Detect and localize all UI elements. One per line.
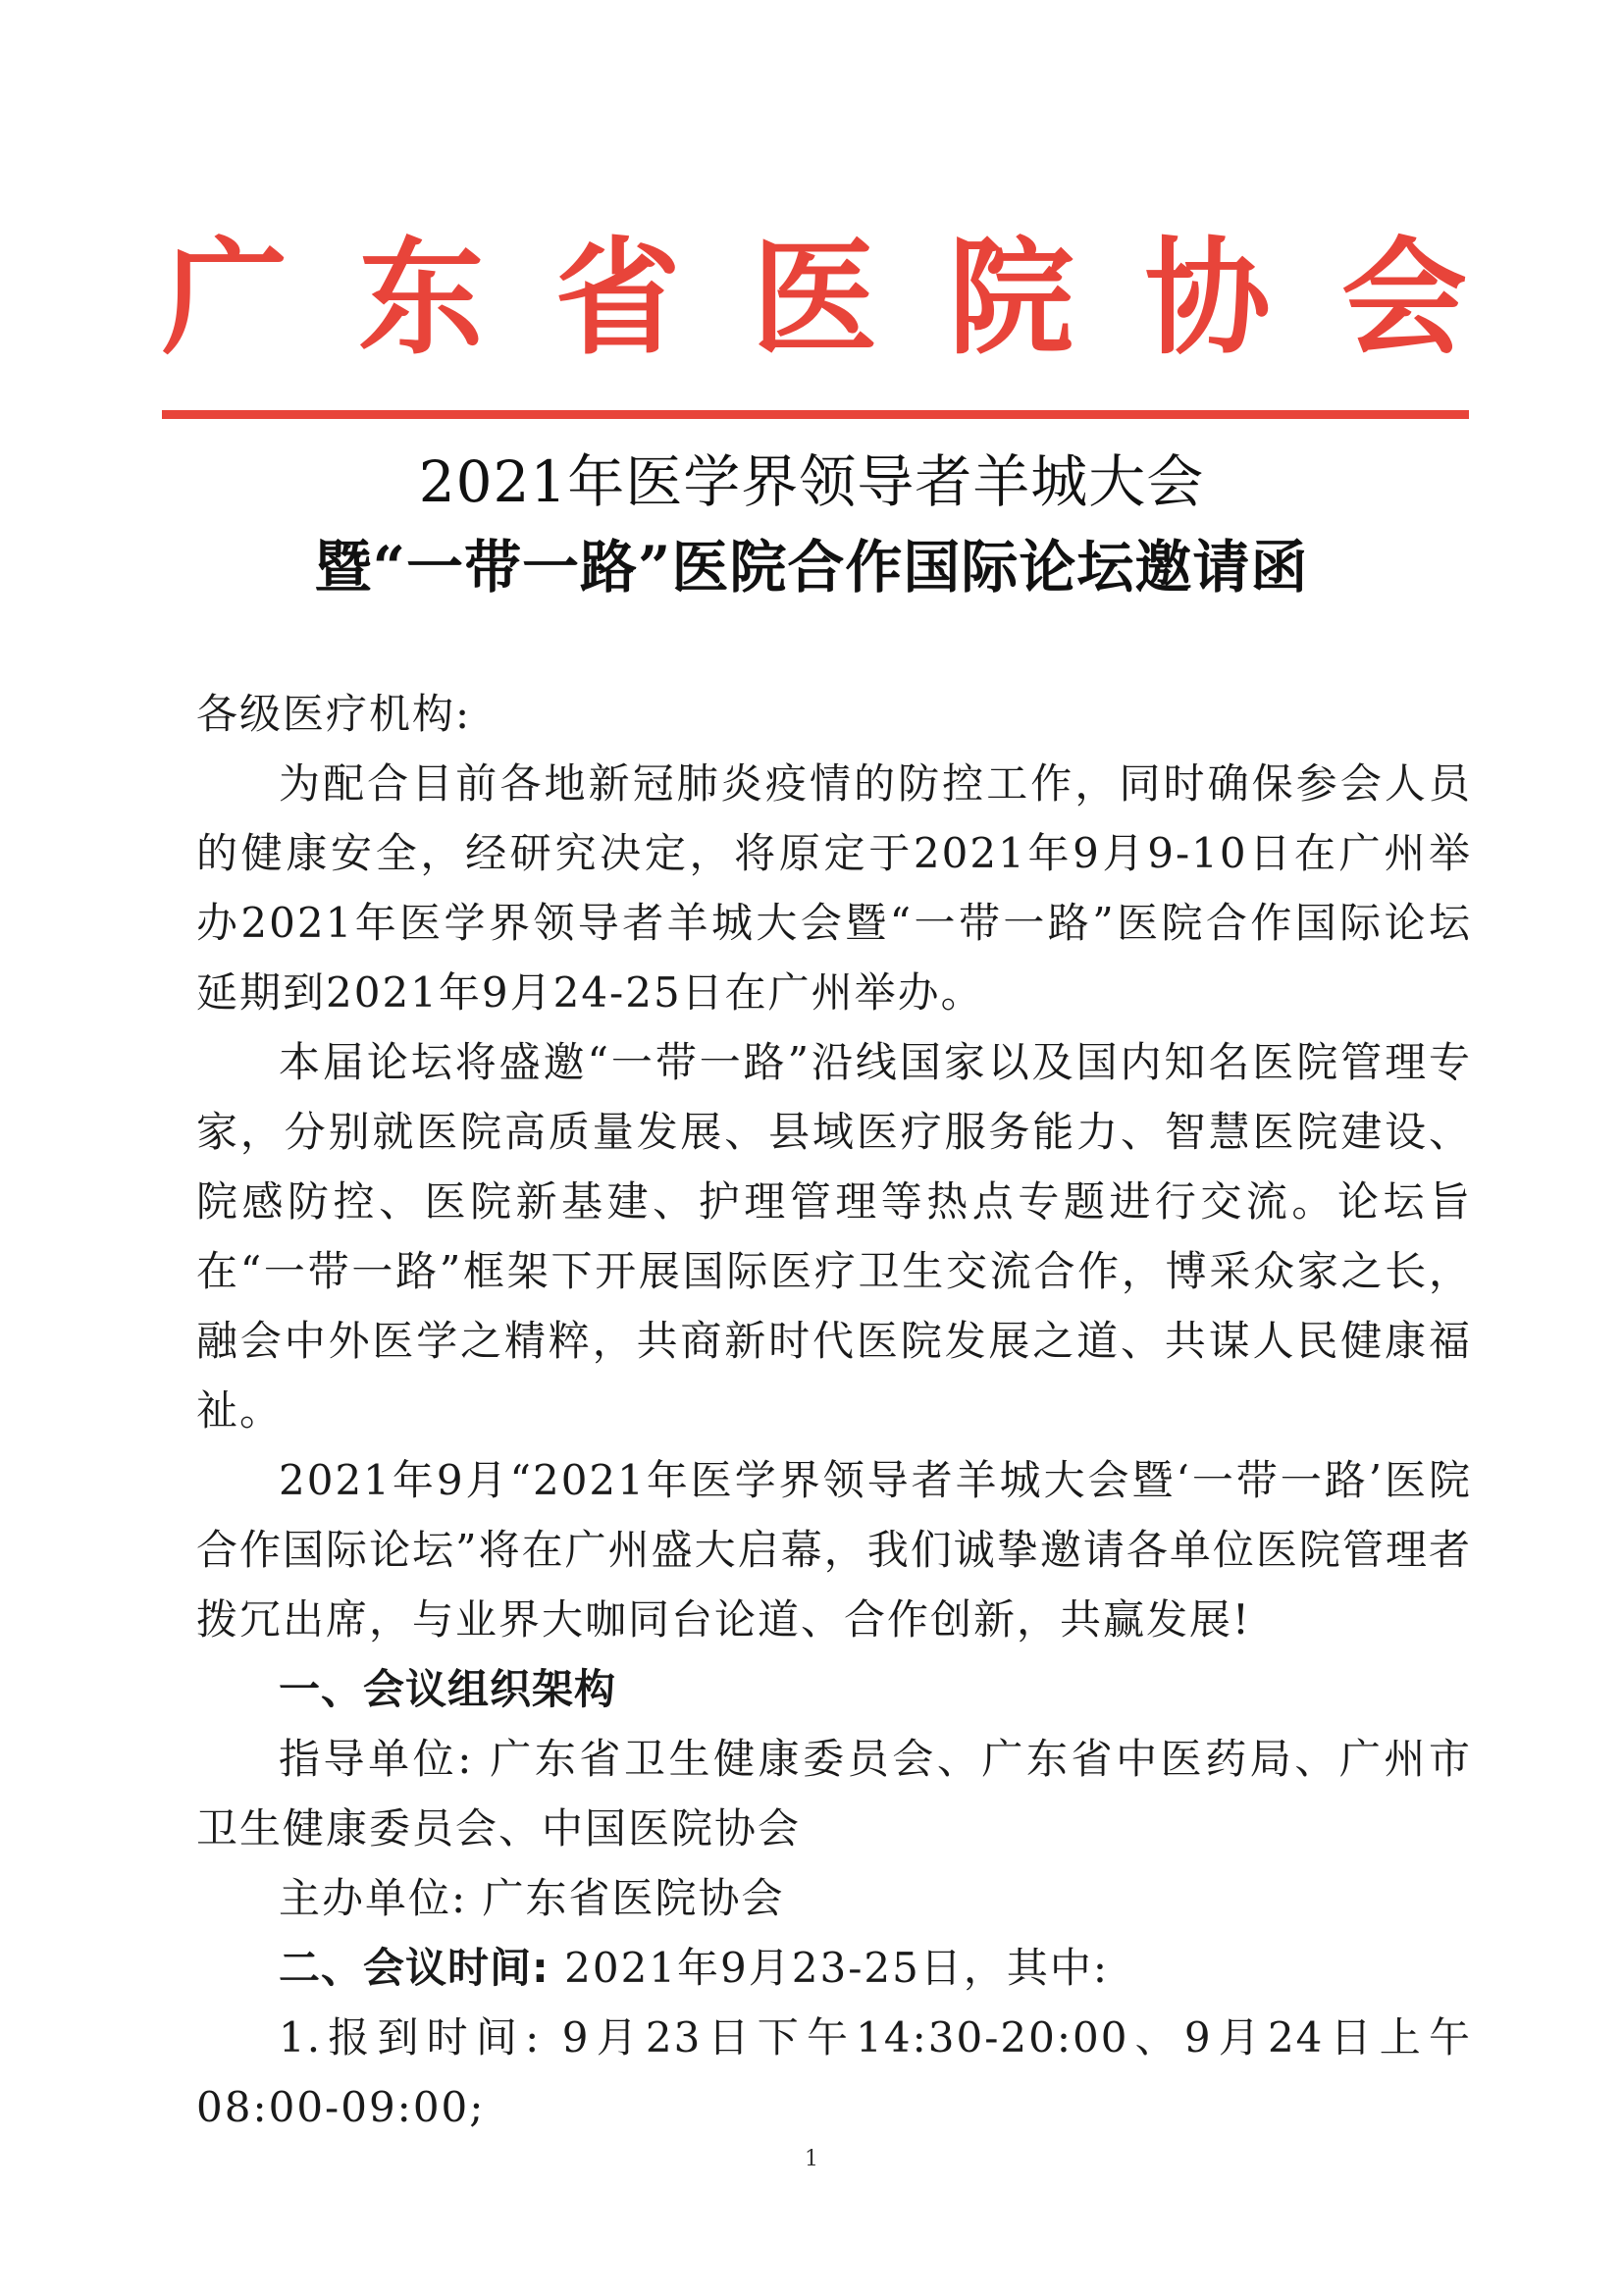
letterhead-char: 院 [948, 226, 1074, 372]
section-heading-organization: 一、会议组织架构 [279, 1665, 617, 1713]
letterhead [162, 226, 1467, 373]
letterhead-char: 协 [1144, 226, 1271, 372]
letterhead-char: 医 [751, 226, 877, 372]
registration-time: 1.报到时间: 9月23日下午14:30-20:00、9月24日上午08:00-09:00; [196, 2013, 1472, 2131]
letterhead-divider [162, 410, 1469, 419]
letterhead-char: 广 [162, 226, 288, 372]
document-title-line2: 暨“一带一路”医院合作国际论坛邀请函 [314, 534, 1309, 600]
guiding-units: 指导单位: 广东省卫生健康委员会、广东省中医药局、广州市卫生健康委员会、中国医院协会 [196, 1735, 1472, 1852]
salutation: 各级医疗机构: [196, 690, 472, 738]
document-body [196, 679, 1472, 2142]
meeting-time-value: 2021年9月23-25日，其中: [549, 1944, 1109, 1992]
document-title-line1: 2021年医学界领导者羊城大会 [418, 448, 1205, 515]
letterhead-char: 省 [554, 226, 681, 372]
paragraph-invitation: 2021年9月“2021年医学界领导者羊城大会暨‘一带一路’医院合作国际论坛”将在广州盛大启幕，我们诚挚邀请各单位医院管理者拨冗出席，与业界大咖同台论道、合作创新，共赢发展! [196, 1456, 1472, 1644]
host-unit: 主办单位: 广东省医院协会 [279, 1874, 785, 1922]
page-number: 1 [805, 2147, 818, 2171]
meeting-time [196, 1933, 1472, 2003]
letterhead-char: 东 [358, 226, 485, 372]
paragraph-forum-intro: 本届论坛将盛邀“一带一路”沿线国家以及国内知名医院管理专家，分别就医院高质量发展、县域医疗服务能力、智慧医院建设、院感防控、医院新基建、护理管理等热点专题进行交流。论坛旨在“一带一路”框架下开展国际医疗卫生交流合作，博采众家之长，融会中外医学之精粹，共商新时代医院发展之道、共谋人民健康福祉。 [196, 1038, 1472, 1435]
paragraph-postponement: 为配合目前各地新冠肺炎疫情的防控工作，同时确保参会人员的健康安全，经研究决定，将原定于2021年9月9-10日在广州举办2021年医学界领导者羊城大会暨“一带一路”医院合作国际论坛延期到2021年9月24-25日在广州举办。 [196, 759, 1472, 1017]
section-heading-time: 二、会议时间: [279, 1944, 550, 1992]
letterhead-char: 会 [1340, 226, 1467, 372]
